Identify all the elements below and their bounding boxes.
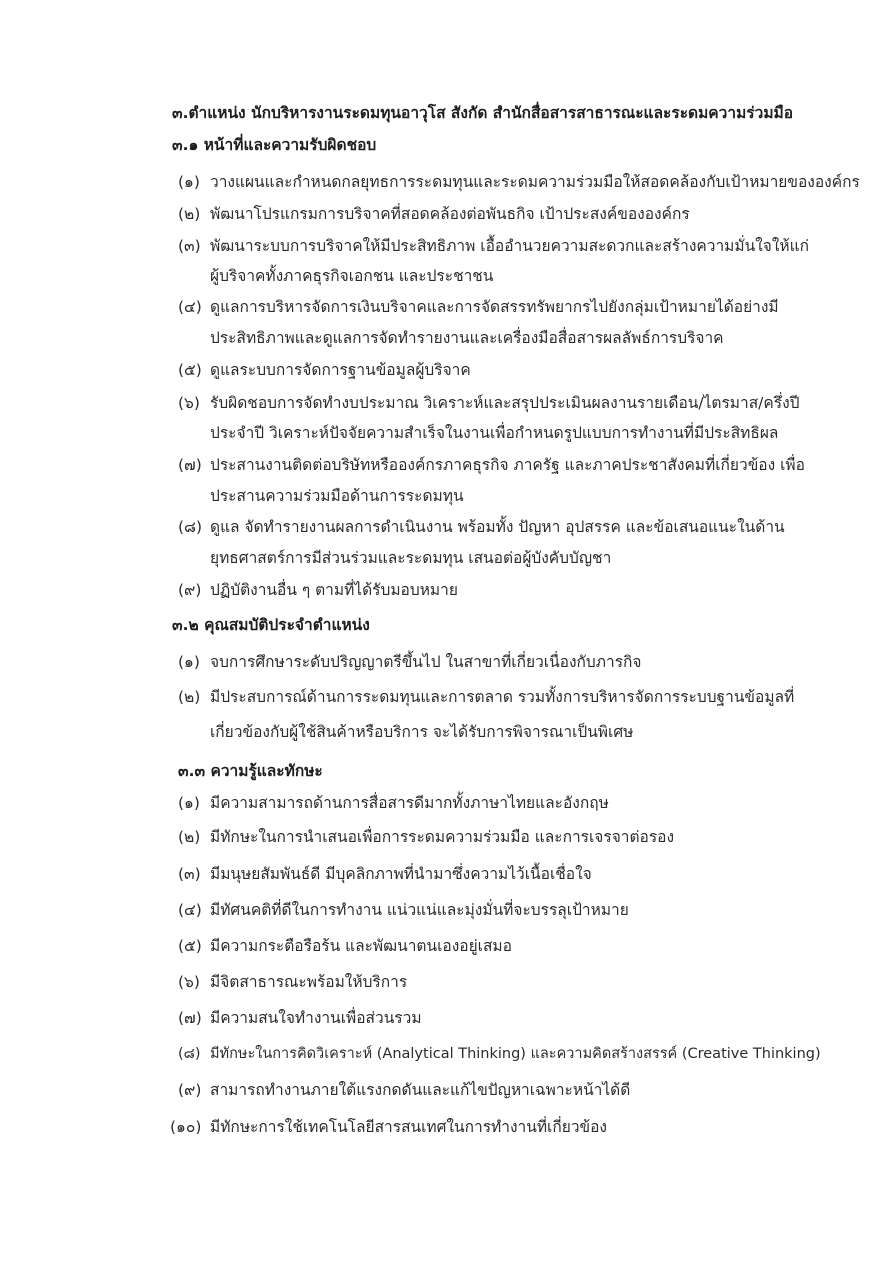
item-number: (๒) [178,828,201,846]
item-text: ดูแลการบริหารจัดการเงินบริจาคและการจัดสรรทรัพยากรไปยังกลุ่มเป้าหมายได้อย่างมี [210,298,779,316]
item-text: จบการศึกษาระดับปริญญาตรีขึ้นไป ในสาขาที่เกี่ยวเนื่องกับภารกิจ [210,653,642,671]
item-number: (๔) [178,901,202,919]
item-text: มีความสามารถด้านการสื่อสารดีมากทั้งภาษาไทยและอังกฤษ [210,794,609,812]
list-item [178,792,609,814]
section-title: ๓.๑ หน้าที่และความรับผิดชอบ [172,136,377,154]
list-item [178,516,785,538]
item-number: (๔) [178,298,202,316]
item-number: (๓) [178,865,201,883]
list-item [178,1007,422,1029]
item-text: ปฏิบัติงานอื่น ๆ ตามที่ได้รับมอบหมาย [210,581,458,599]
item-number: (๒) [178,688,201,706]
item-continuation: ประจำปี วิเคราะห์ปัจจัยความสำเร็จในงานเพื่อกำหนดรูปแบบการทำงานที่มีประสิทธิผล [210,424,779,442]
item-number: (๕) [178,937,202,955]
list-item [178,935,512,957]
item-number: (๖) [178,394,200,412]
item-text: มีทักษะในการคิดวิเคราะห์ (Analytical Thinking) และความคิดสร้างสรรค์ (Creative Thinking) [210,1046,821,1062]
item-text: พัฒนาโปรแกรมการบริจาคที่สอดคล้องต่อพันธกิจ เป้าประสงค์ขององค์กร [210,205,690,223]
list-item [178,651,641,673]
item-text: มีทักษะในการนำเสนอเพื่อการระดมความร่วมมือ และการเจรจาต่อรอง [210,828,675,846]
item-continuation: ยุทธศาสตร์การมีส่วนร่วมและระดมทุน เสนอต่อผู้บังคับบัญชา [210,549,612,567]
list-item [178,296,779,318]
list-item [178,171,860,193]
item-number: (๑) [178,653,200,671]
list-item [178,863,592,885]
list-item [178,686,794,708]
item-number: (๘) [178,1046,201,1062]
item-number: (๙) [178,581,202,599]
list-item [178,454,805,476]
item-text: มีจิตสาธารณะพร้อมให้บริการ [210,973,408,991]
item-number: (๙) [178,1081,202,1099]
list-item [178,1043,821,1065]
item-number: (๑๐) [170,1118,202,1136]
item-text: สามารถทำงานภายใต้แรงกดดันและแก้ไขปัญหาเฉพาะหน้าได้ดี [210,1081,631,1099]
item-continuation: ผู้บริจาคทั้งภาคธุรกิจเอกชน และประชาชน [210,267,494,285]
list-item [178,899,629,921]
item-number: (๒) [178,205,201,223]
item-text: วางแผนและกำหนดกลยุทธการระดมทุนและระดมความร่วมมือให้สอดคล้องกับเป้าหมายขององค์กร [210,173,860,191]
item-number: (๓) [178,237,201,255]
list-item [178,826,674,848]
item-number: (๑) [178,173,200,191]
item-number: (๑) [178,794,200,812]
item-text: ประสานงานติดต่อบริษัทหรือองค์กรภาคธุรกิจ ภาครัฐ และภาคประชาสังคมที่เกี่ยวข้อง เพื่อ [210,456,805,474]
item-text: มีทัศนคติที่ดีในการทำงาน แน่วแน่และมุ่งมั่นที่จะบรรลุเป้าหมาย [210,901,629,919]
item-number: (๖) [178,973,200,991]
list-item [178,203,690,225]
list-item [178,1079,630,1101]
section-title: ๓.๓ ความรู้และทักษะ [178,762,323,780]
list-item [178,392,800,414]
item-text: มีทักษะการใช้เทคโนโลยีสารสนเทศในการทำงานที่เกี่ยวข้อง [210,1118,607,1136]
item-continuation: เกี่ยวข้องกับผู้ใช้สินค้าหรือบริการ จะได้รับการพิจารณาเป็นพิเศษ [210,723,634,741]
item-number: (๘) [178,518,203,536]
item-continuation: ประสิทธิภาพและดูแลการจัดทำรายงานและเครื่องมือสื่อสารผลลัพธ์การบริจาค [210,329,724,347]
item-text: มีประสบการณ์ด้านการระดมทุนและการตลาด รวมทั้งการบริหารจัดการระบบฐานข้อมูลที่ [210,688,795,706]
list-item [178,971,407,993]
item-number: (๗) [178,456,202,474]
section-title: ๓.๒ คุณสมบัติประจำตำแหน่ง [172,616,370,634]
list-item [170,1116,607,1138]
page-heading: ๓.ตำแหน่ง นักบริหารงานระดมทุนอาวุโส สังกัด สำนักสื่อสารสาธารณะและระดมความร่วมมือ [172,104,794,122]
item-continuation: ประสานความร่วมมือด้านการระดมทุน [210,487,464,505]
item-text: พัฒนาระบบการบริจาคให้มีประสิทธิภาพ เอื้ออำนวยความสะดวกและสร้างความมั่นใจให้แก่ [210,237,810,255]
item-text: มีความสนใจทำงานเพื่อส่วนรวม [210,1009,422,1027]
item-number: (๕) [178,361,202,379]
list-item [178,579,458,601]
item-text: ดูแลระบบการจัดการฐานข้อมูลผู้บริจาค [210,361,471,379]
item-text: ดูแล จัดทำรายงานผลการดำเนินงาน พร้อมทั้ง ปัญหา อุปสรรค และข้อเสนอแนะในด้าน [210,518,785,536]
list-item [178,359,471,381]
item-text: มีมนุษยสัมพันธ์ดี มีบุคลิกภาพที่นำมาซึ่งความไว้เนื้อเชื่อใจ [210,865,592,883]
list-item [178,235,809,257]
item-text: รับผิดชอบการจัดทำงบประมาณ วิเคราะห์และสรุปประเมินผลงานรายเดือน/ไตรมาส/ครึ่งปี [210,394,800,412]
item-text: มีความกระตือรือร้น และพัฒนาตนเองอยู่เสมอ [210,937,512,955]
item-number: (๗) [178,1009,202,1027]
